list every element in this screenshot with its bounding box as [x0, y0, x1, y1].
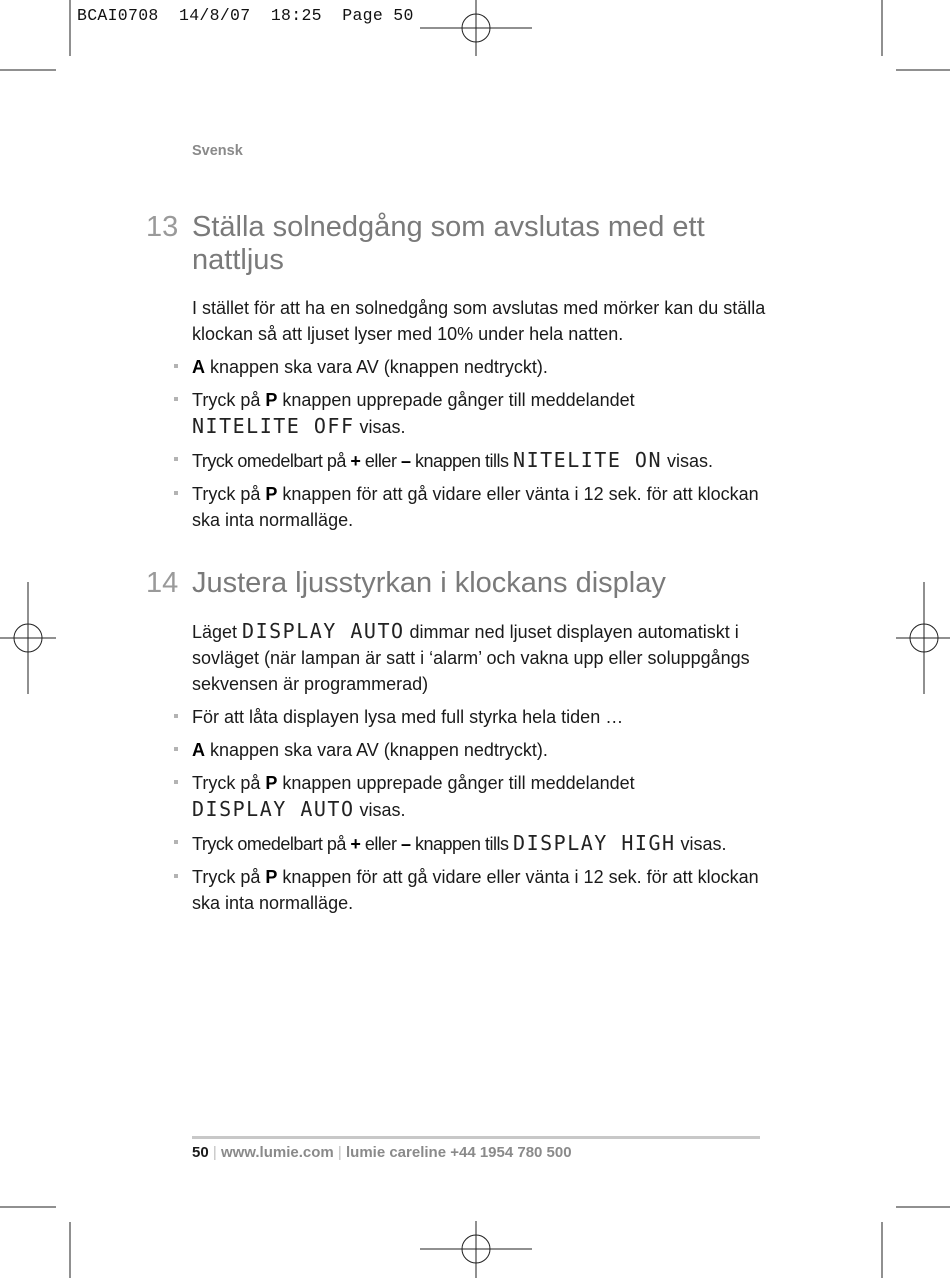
item-text: Tryck på [192, 484, 266, 504]
item-text: För att låta displayen lysa med full styrka hela tiden … [192, 707, 624, 727]
item-text: visas. [675, 834, 727, 854]
bullet-icon [174, 714, 178, 718]
bullet-icon [174, 491, 178, 495]
item-text: Läget [192, 622, 243, 642]
slug-time: 18:25 [270, 6, 322, 25]
bullet-icon [174, 747, 178, 751]
slug-date: 14/8/07 [179, 6, 251, 25]
list-item [192, 354, 767, 380]
lcd-message: NITELITE OFF [192, 414, 355, 438]
slug-page: Page 50 [342, 6, 414, 25]
item-text: knappen upprepade gånger till meddelandet [277, 390, 635, 410]
bullet-icon [174, 364, 178, 368]
page-number: 50 [192, 1144, 209, 1161]
bullet-icon [174, 780, 178, 784]
bullet-icon [174, 457, 178, 461]
item-text: knappen tills [410, 834, 514, 854]
button-key: A [192, 740, 205, 760]
footer-separator: | [212, 1144, 217, 1161]
item-text: knappen ska vara AV (knappen nedtryckt). [205, 357, 548, 377]
section-number: 13 [146, 211, 179, 243]
section-13-body [192, 295, 767, 540]
minus-key: – [400, 834, 411, 854]
list-item [192, 481, 767, 533]
bullet-icon [174, 874, 178, 878]
section-14-body [192, 618, 767, 923]
list-item [192, 864, 767, 916]
bullet-icon [174, 840, 178, 844]
page-footer [192, 1144, 572, 1161]
minus-key: – [400, 451, 411, 471]
section-number: 14 [146, 567, 179, 599]
list-item [192, 387, 767, 440]
item-text: knappen för att gå vidare eller vänta i 12 sek. för att klockan ska inta normalläge. [192, 484, 759, 530]
list-item [192, 737, 767, 763]
item-text: Tryck omedelbart på [192, 451, 351, 471]
item-text: knappen tills [410, 451, 514, 471]
button-key: A [192, 357, 205, 377]
item-text: knappen för att gå vidare eller vänta i 12 sek. för att klockan ska inta normalläge. [192, 867, 759, 913]
careline-text: lumie careline +44 1954 780 500 [346, 1144, 572, 1161]
list-item [192, 447, 767, 474]
lcd-message: DISPLAY HIGH [513, 831, 676, 855]
item-text: knappen upprepade gånger till meddelandet [277, 773, 635, 793]
website-link[interactable]: www.lumie.com [220, 1144, 334, 1161]
button-key: P [265, 867, 278, 887]
item-text: eller [360, 834, 401, 854]
item-text: visas. [354, 417, 406, 437]
section-intro: I stället för att ha en solnedgång som avslutas med mörker kan du ställa klockan så att ljuset lyser med 10% under hela natten. [192, 298, 766, 344]
section-title: Ställa solnedgång som avslutas med ett nattljus [192, 211, 705, 276]
item-text: dimmar ned ljuset displayen automatiskt i sovläget (när lampan är satt i ‘alarm’ och vakna upp eller soluppgångs sekvensen är programmerad) [192, 622, 750, 694]
item-text: visas. [354, 800, 406, 820]
button-key: P [265, 484, 278, 504]
lcd-message: NITELITE ON [513, 448, 662, 472]
plus-key: + [350, 834, 361, 854]
plus-key: + [350, 451, 361, 471]
item-text: Tryck på [192, 867, 266, 887]
item-text: knappen ska vara AV (knappen nedtryckt). [205, 740, 548, 760]
language-label: Svensk [192, 143, 243, 159]
list-item [192, 704, 767, 730]
item-text: Tryck på [192, 773, 266, 793]
footer-rule [192, 1136, 760, 1139]
list-item [192, 830, 767, 857]
button-key: P [265, 773, 278, 793]
section-intro [192, 618, 767, 697]
lcd-message: DISPLAY AUTO [192, 797, 355, 821]
item-text: Tryck på [192, 390, 266, 410]
slug-job: BCAI0708 [77, 6, 159, 25]
item-text: eller [360, 451, 401, 471]
footer-separator: | [337, 1144, 342, 1161]
bullet-icon [174, 397, 178, 401]
button-key: P [265, 390, 278, 410]
item-text: Tryck omedelbart på [192, 834, 351, 854]
section-title: Justera ljusstyrkan i klockans display [192, 567, 666, 599]
list-item [192, 770, 767, 823]
item-text: visas. [661, 451, 713, 471]
lcd-message: DISPLAY AUTO [242, 619, 405, 643]
